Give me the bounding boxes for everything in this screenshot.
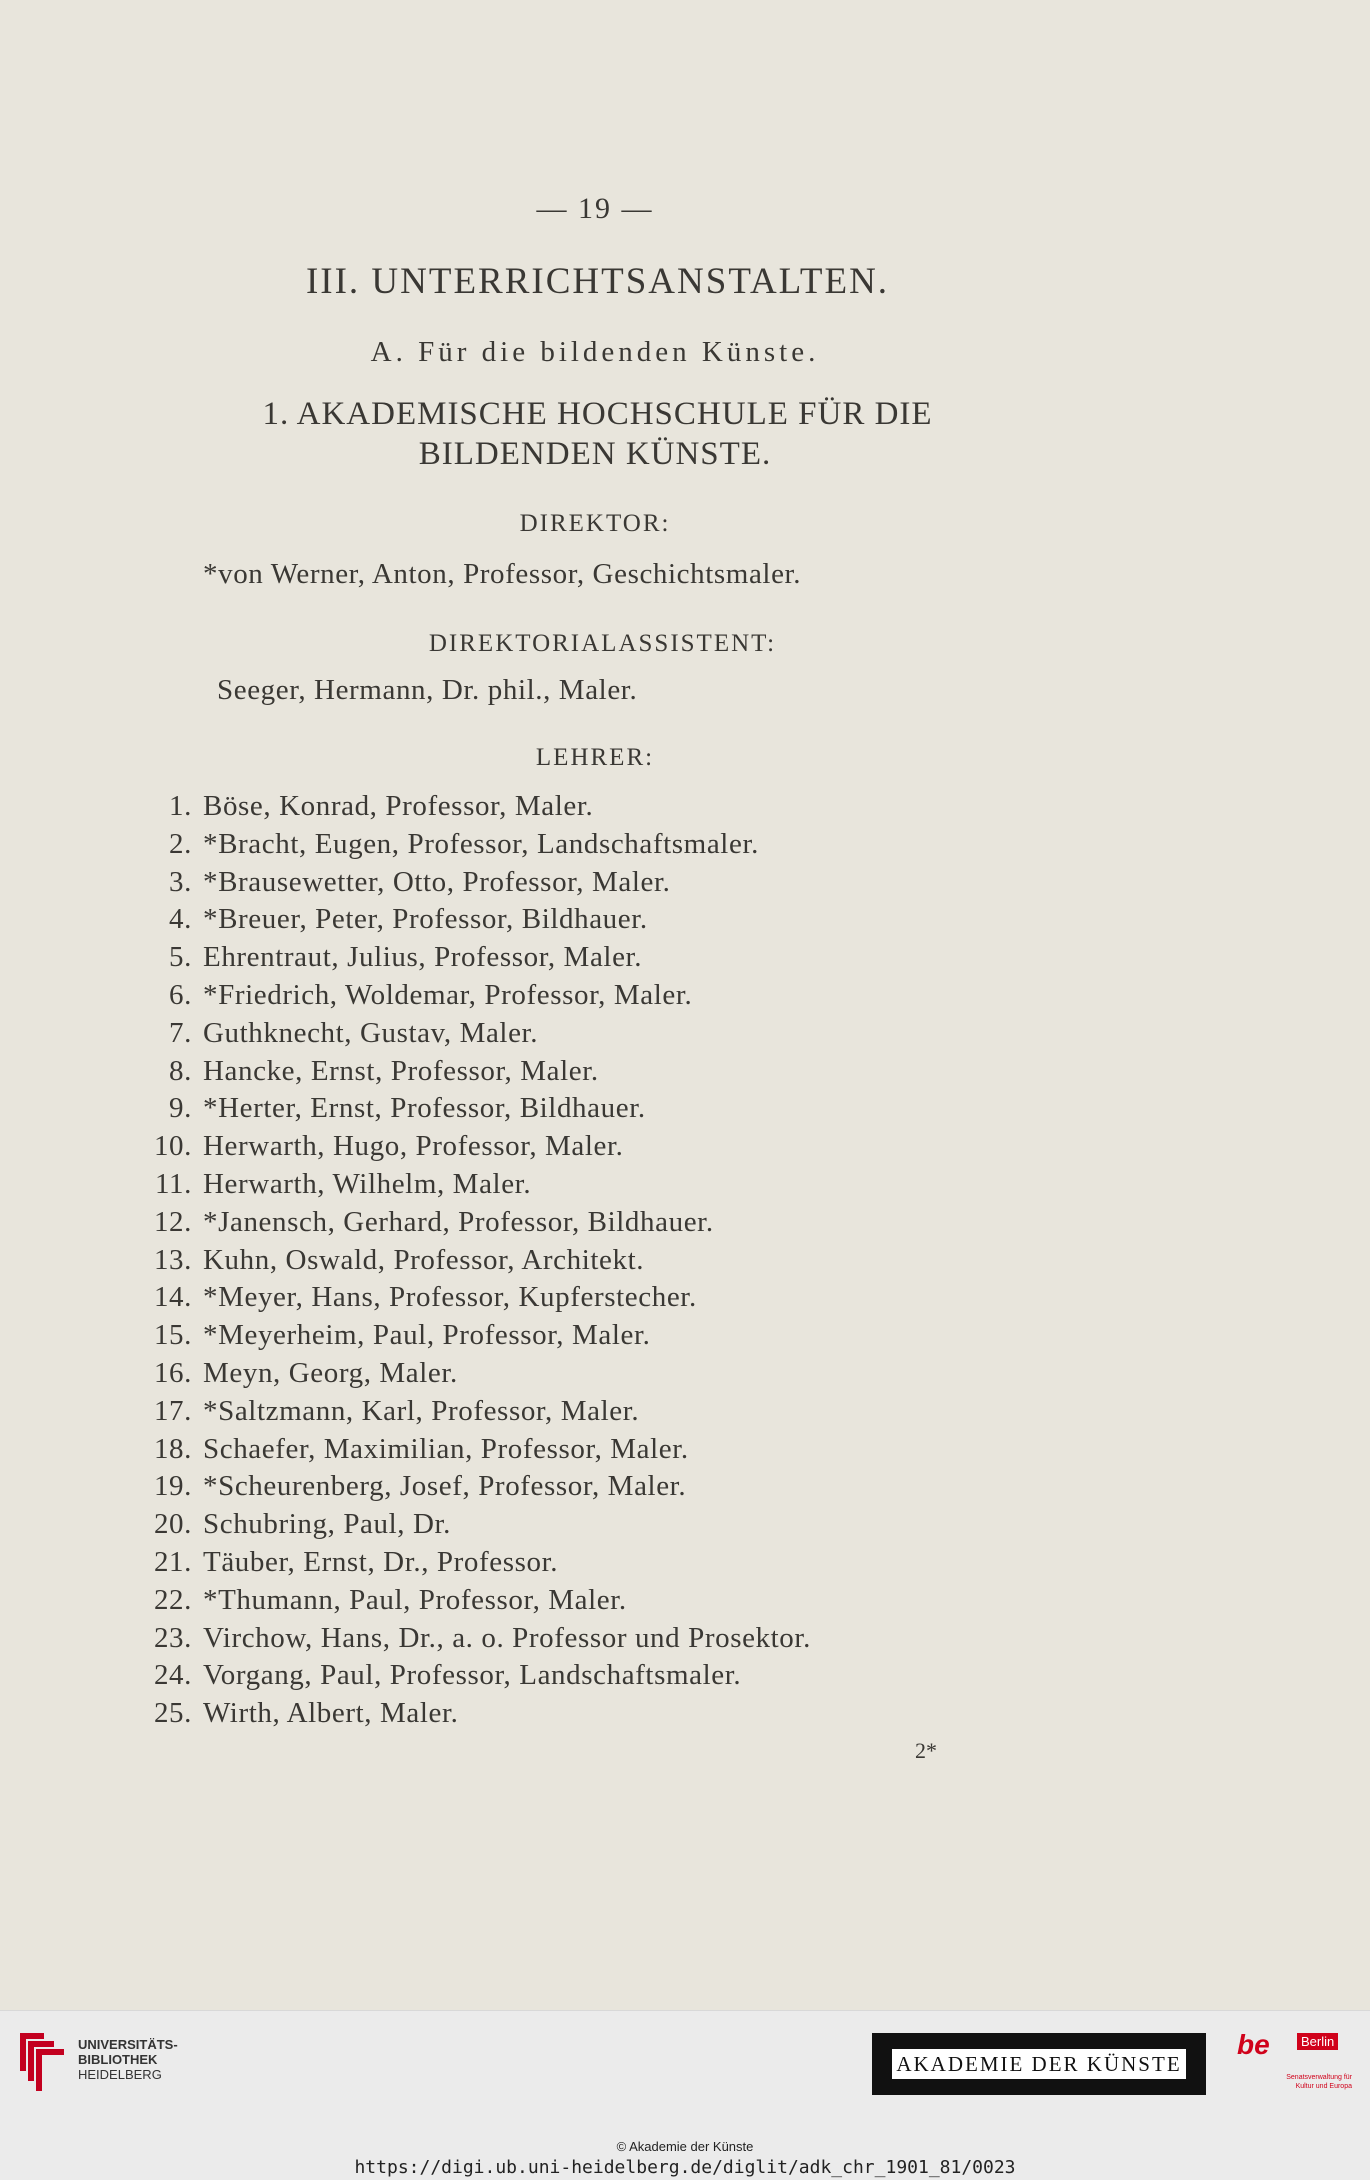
teacher-number: 12. (153, 1205, 192, 1238)
teacher-number: 13. (153, 1243, 192, 1276)
teacher-entry: *Meyerheim, Paul, Professor, Maler. (203, 1319, 651, 1352)
permalink-url[interactable]: https://digi.ub.uni-heidelberg.de/diglit/adk_chr_1901_81/0023 (354, 2157, 1016, 2178)
teacher-number: 17. (153, 1394, 192, 1427)
teacher-row (0, 1130, 1000, 1166)
teacher-entry: Schaefer, Maximilian, Professor, Maler. (203, 1432, 689, 1465)
chapter-heading: III. UNTERRICHTSANSTALTEN. (305, 261, 890, 302)
ub-line3: HEIDELBERG (78, 2067, 162, 2082)
teacher-entry: Herwarth, Hugo, Professor, Maler. (203, 1130, 624, 1163)
page-number: — 19 — (536, 192, 654, 225)
teacher-row (0, 828, 1000, 864)
teacher-number: 20. (153, 1508, 192, 1541)
copyright-notice: © Akademie der Künste (616, 2139, 754, 2154)
teacher-row (0, 979, 1000, 1015)
teacher-row (0, 1433, 1000, 1469)
teacher-number: 22. (153, 1583, 192, 1616)
teacher-row (0, 1697, 1000, 1733)
teacher-number: 19. (153, 1470, 192, 1503)
teacher-entry: Böse, Konrad, Professor, Maler. (203, 790, 594, 822)
berlin-badge: Berlin (1297, 2033, 1338, 2050)
teacher-row (0, 1244, 1000, 1280)
teacher-entry: *Thumann, Paul, Professor, Maler. (203, 1583, 627, 1616)
ub-line2: BIBLIOTHEK (78, 2052, 158, 2067)
teacher-entry: *Breuer, Peter, Professor, Bildhauer. (203, 903, 648, 936)
teacher-row (0, 1470, 1000, 1506)
teacher-row (0, 941, 1000, 977)
teacher-number: 24. (153, 1659, 192, 1692)
teacher-row (0, 1622, 1000, 1658)
section-teachers: LEHRER: (535, 744, 655, 771)
akademie-der-kuenste-logo[interactable] (872, 2033, 1206, 2095)
teacher-number: 10. (153, 1130, 192, 1163)
teacher-entry: *Friedrich, Woldemar, Professor, Maler. (203, 979, 693, 1011)
signature-mark: 2* (915, 1738, 937, 1763)
teacher-row (0, 1659, 1000, 1695)
section-director: DIREKTOR: (519, 510, 671, 537)
teacher-number: 9. (169, 1092, 192, 1125)
teacher-row (0, 866, 1000, 902)
teacher-number: 4. (169, 903, 192, 936)
teacher-entry: Kuhn, Oswald, Professor, Architekt. (203, 1243, 645, 1276)
teacher-row (0, 1584, 1000, 1620)
berlin-senate-logo[interactable] (1237, 2029, 1352, 2099)
teacher-row (0, 790, 1000, 826)
teacher-number: 23. (153, 1621, 192, 1654)
teacher-number: 11. (155, 1168, 192, 1200)
teacher-row (0, 1017, 1000, 1053)
teacher-number: 8. (169, 1054, 192, 1087)
teacher-number: 18. (153, 1432, 192, 1465)
teacher-number: 25. (153, 1697, 192, 1730)
teacher-entry: Schubring, Paul, Dr. (203, 1508, 452, 1541)
viewer-footer (0, 2010, 1370, 2180)
teacher-number: 7. (169, 1016, 192, 1049)
teacher-row (0, 1055, 1000, 1091)
teacher-entry: Meyn, Georg, Maler. (203, 1357, 458, 1389)
teacher-entry: Ehrentraut, Julius, Professor, Maler. (203, 941, 643, 974)
ub-heidelberg-logo-icon[interactable] (14, 2027, 70, 2102)
teacher-row (0, 1357, 1000, 1393)
teacher-row (0, 1395, 1000, 1431)
teacher-entry: *Scheurenberg, Josef, Professor, Maler. (203, 1470, 687, 1503)
teacher-entry: Täuber, Ernst, Dr., Professor. (203, 1546, 559, 1578)
teacher-entry: *Brausewetter, Otto, Professor, Maler. (203, 865, 671, 898)
teacher-number: 5. (169, 941, 192, 974)
teacher-entry: Hancke, Ernst, Professor, Maler. (203, 1054, 599, 1087)
teacher-entry: Guthknecht, Gustav, Maler. (203, 1016, 539, 1049)
teacher-entry: Vorgang, Paul, Professor, Landschaftsmaler. (203, 1659, 742, 1692)
teacher-row (0, 903, 1000, 939)
be-berlin-logo-icon: be (1237, 2029, 1270, 2060)
teacher-number: 3. (169, 865, 192, 898)
teacher-number: 21. (153, 1546, 192, 1578)
ub-line1: UNIVERSITÄTS- (78, 2037, 178, 2052)
teacher-entry: Herwarth, Wilhelm, Maler. (203, 1168, 532, 1200)
teacher-number: 6. (169, 979, 192, 1011)
chapter-subheading: A. Für die bildenden Künste. (370, 336, 820, 368)
teacher-number: 1. (169, 790, 192, 822)
teacher-row (0, 1092, 1000, 1128)
teacher-entry: *Janensch, Gerhard, Professor, Bildhauer. (203, 1205, 714, 1238)
teacher-entry: Virchow, Hans, Dr., a. o. Professor und Prosektor. (203, 1621, 811, 1654)
director-entry: *von Werner, Anton, Professor, Geschichtsmaler. (203, 558, 802, 590)
teacher-entry: *Saltzmann, Karl, Professor, Maler. (203, 1394, 640, 1427)
teacher-number: 2. (169, 827, 192, 860)
teacher-number: 14. (153, 1281, 192, 1314)
teacher-row (0, 1319, 1000, 1355)
teacher-row (0, 1508, 1000, 1544)
teacher-row (0, 1168, 1000, 1204)
section-assistant: DIREKTORIALASSISTENT: (428, 630, 777, 657)
teacher-number: 15. (153, 1319, 192, 1352)
teacher-row (0, 1281, 1000, 1317)
teacher-entry: Wirth, Albert, Maler. (203, 1697, 459, 1730)
teacher-entry: *Meyer, Hans, Professor, Kupferstecher. (203, 1281, 697, 1314)
ub-heidelberg-label[interactable] (78, 2037, 178, 2082)
akademie-label: AKADEMIE DER KÜNSTE (892, 2049, 1186, 2079)
teacher-entry: *Herter, Ernst, Professor, Bildhauer. (203, 1092, 646, 1125)
teacher-row (0, 1206, 1000, 1242)
institution-title-line1: 1. AKADEMISCHE HOCHSCHULE FÜR DIE (262, 396, 933, 432)
teacher-row (0, 1546, 1000, 1582)
institution-title-line2: BILDENDEN KÜNSTE. (418, 436, 772, 472)
teacher-number: 16. (153, 1357, 192, 1389)
senate-label: Senatsverwaltung für Kultur und Europa (1286, 2074, 1352, 2090)
teacher-entry: *Bracht, Eugen, Professor, Landschaftsmaler. (203, 827, 759, 860)
assistant-entry: Seeger, Hermann, Dr. phil., Maler. (217, 674, 638, 706)
